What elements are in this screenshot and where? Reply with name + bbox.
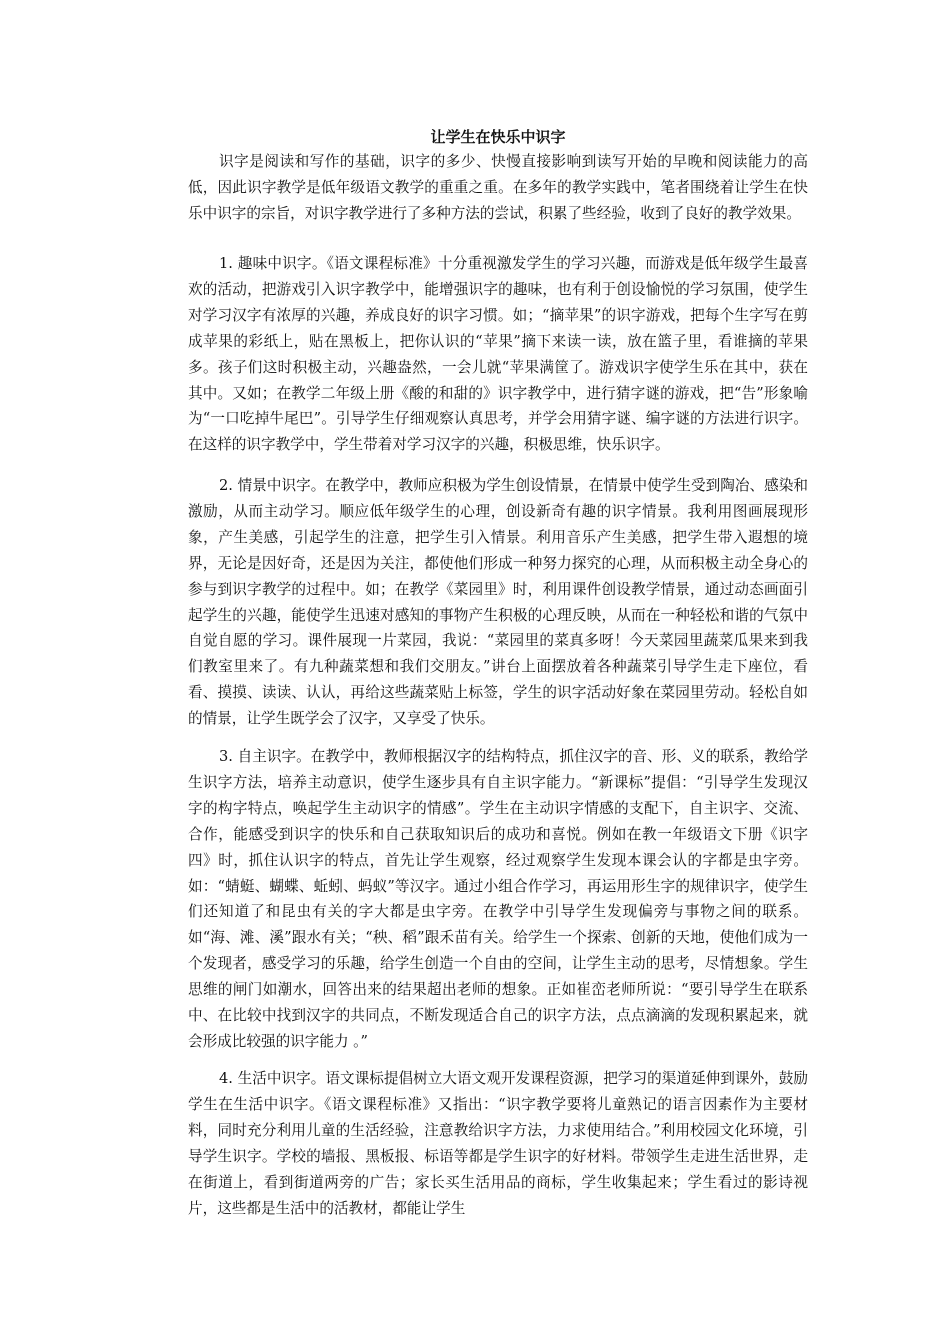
section-4-paragraph: 4. 生活中识字。语文课标提倡树立大语文观开发课程资源，把学习的渠道延伸到课外，鼓励学生在生活中识字。《语文课程标准》又指出：“识字教学要将儿童熟记的语言因素作为主要材料，同时充分利用儿童的生活经验，注意教给识字方法，力求使用结合。”利用校园文化环境，引导学生识字。学校的墙报、黑板报、标语等都是学生识字的好材料。带领学生走进生活世界，走在街道上，看到街道两旁的广告；家长买生活用品的商标，学生收集起来；学生看过的影诗视片，这些都是生活中的活教材，都能让学生 xyxy=(188,1070,808,1217)
section-1-paragraph: 1. 趣味中识字。《语文课程标准》十分重视激发学生的学习兴趣，而游戏是低年级学生最喜欢的活动，把游戏引入识字教学中，能增强识字的趣味，也有利于创设愉悦的学习氛围，使学生对学习汉字有浓厚的兴趣，养成良好的识字习惯。如；“摘苹果”的识字游戏，把每个生字写在剪成苹果的彩纸上，贴在黑板上，把你认识的“苹果”摘下来读一读，放在篮子里，看谁摘的苹果多。孩子们这时积极主动，兴趣盎然，一会儿就“苹果满筐了。游戏识字使学生乐在其中，获在其中。又如；在教学二年级上册《酸的和甜的》识字教学中，进行猜字谜的游戏，把“告”形象喻为“一口吃掉牛尾巴”。引导学生仔细观察认真思考，并学会用猜字谜、编字谜的方法进行识字。在这样的识字教学中，学生带着对学习汉字的兴趣，积极思维，快乐识字。 xyxy=(188,255,808,454)
section-2-paragraph: 2. 情景中识字。在教学中，教师应积极为学生创设情景，在情景中使学生受到陶冶、感染和激励，从而主动学习。顺应低年级学生的心理，创设新奇有趣的识字情景。我利用图画展现形象，产生美感，引起学生的注意，把学生引入情景。利用音乐产生美感，把学生带入遐想的境界，无论是因好奇，还是因为关注，都使他们形成一种努力探究的心理，从而积极主动全身心的参与到识字教学的过程中。如；在教学《菜园里》时，利用课件创设教学情景，通过动态画面引起学生的兴趣，能使学生迅速对感知的事物产生积极的心理反映，从而在一种轻松和谐的气氛中自觉自愿的学习。课件展现一片菜园，我说：“菜园里的菜真多呀！今天菜园里蔬菜瓜果来到我们教室里来了。有九种蔬菜想和我们交朋友。”讲台上面摆放着各种蔬菜引导学生走下座位，看看、摸摸、读读、认认，再给这些蔬菜贴上标签，学生的识字活动好象在菜园里劳动。轻松自如的情景，让学生既学会了汉字，又享受了快乐。 xyxy=(188,477,808,728)
section-3-paragraph: 3. 自主识字。在教学中，教师根据汉字的结构特点，抓住汉字的音、形、义的联系，教给学生识字方法，培养主动意识，使学生逐步具有自主识字能力。“新课标”提倡：“引导学生发现汉字的构字特点，唤起学生主动识字的情感”。学生在主动识字情感的支配下，自主识字、交流、合作，能感受到识字的快乐和自己获取知识后的成功和喜悦。例如在教一年级语文下册《识字四》时，抓住认识字的特点，首先让学生观察，经过观察学生发现本课会认的字都是虫字旁。如：“蜻蜓、蝴蝶、蚯蚓、蚂蚁”等汉字。通过小组合作学习，再运用形生字的规律识字，使学生们还知道了和昆虫有关的字大都是虫字旁。在教学中引导学生发现偏旁与事物之间的联系。如“海、滩、溪”跟水有关；“秧、稻”跟禾苗有关。给学生一个探索、创新的天地，使他们成为一个发现者，感受学习的乐趣，给学生创造一个自由的空间，让学生主动的思考，尽情想象。学生思维的闸门如潮水，回答出来的结果超出老师的想象。正如崔峦老师所说：“要引导学生在联系中、在比较中找到汉字的共同点，不断发现适合自己的识字方法，点点滴滴的发现积累起来，就会形成比较强的识字能力 。” xyxy=(188,748,808,1050)
intro-paragraph: 识字是阅读和写作的基础，识字的多少、快慢直接影响到读写开始的早晚和阅读能力的高低，因此识字教学是低年级语文教学的重重之重。在多年的教学实践中，笔者围绕着让学生在快乐中识字的宗旨，对识字教学进行了多种方法的尝试，积累了些经验，收到了良好的教学效果。 xyxy=(188,153,808,222)
document-title: 让学生在快乐中识字 xyxy=(430,128,566,146)
